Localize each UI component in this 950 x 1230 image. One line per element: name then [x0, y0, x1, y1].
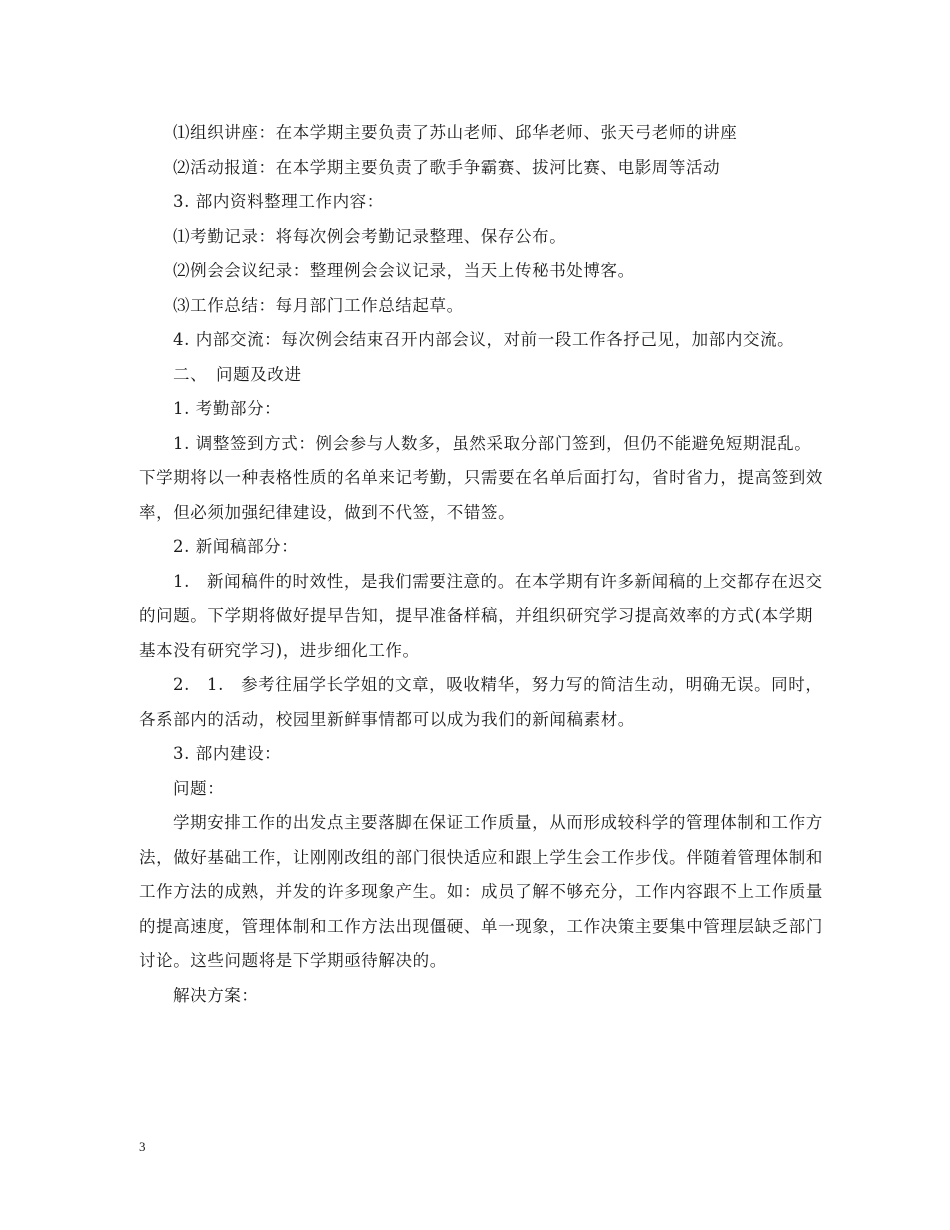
paragraph-news-timeliness: 1. 新闻稿件的时效性，是我们需要注意的。在本学期有许多新闻稿的上交都存在迟交的问题。下学期将做好提早告知，提早准备样稿，并组织研究学习提高效率的方式(本学期基本没有研究学习)，进步细化工作。 — [139, 571, 823, 660]
page-number: 3 — [139, 1139, 146, 1154]
paragraph-solutions-label: 解决方案： — [173, 985, 259, 1005]
paragraph-news-section: 2. 新闻稿部分： — [173, 537, 299, 556]
section-heading-problems-improvements: 二、 问题及改进 — [173, 364, 302, 384]
paragraph-work-summary: ⑶工作总结：每月部门工作总结起草。 — [173, 295, 464, 315]
paragraph-event-reports: ⑵活动报道：在本学期主要负责了歌手争霸赛、拔河比赛、电影周等活动 — [173, 157, 721, 177]
paragraph-problems-description: 学期安排工作的出发点主要落脚在保证工作质量，从而形成较科学的管理体制和工作方法，做好基础工作，让刚刚改组的部门很快适应和跟上学生会工作步伐。伴随着管理体制和工作方法的成熟，并发的许多现象产生。如：成员了解不够充分，工作内容跟不上工作质量的提高速度，管理体制和工作方法出现僵硬、单一现象，工作决策主要集中管理层缺乏部门讨论。这些问题将是下学期亟待解决的。 — [139, 813, 823, 970]
paragraph-department-building: 3. 部内建设： — [173, 744, 282, 763]
paragraph-attendance-section: 1. 考勤部分： — [173, 399, 282, 418]
paragraph-news-reference: 2. 1. 参考往届学长学姐的文章，吸收精华，努力写的简洁生动，明确无误。同时，各系部内的活动，校园里新鲜事情都可以成为我们的新闻稿素材。 — [139, 675, 823, 729]
paragraph-problems-label: 问题： — [173, 778, 225, 798]
paragraph-data-organization-heading: 3. 部内资料整理工作内容： — [173, 192, 384, 211]
paragraph-meeting-minutes: ⑵例会会议纪录：整理例会会议记录，当天上传秘书处博客。 — [173, 261, 635, 280]
paragraph-internal-communication: 4. 内部交流：每次例会结束召开内部会议，对前一段工作各抒己见，加部内交流。 — [173, 330, 795, 349]
document-body — [139, 116, 827, 1013]
paragraph-signin-adjustment: 1. 调整签到方式：例会参与人数多，虽然采取分部门签到，但仍不能避免短期混乱。下学期将以一种表格性质的名单来记考勤，只需要在名单后面打勾，省时省力，提高签到效率，但必须加强纪律建设，做到不代签，不错签。 — [139, 433, 823, 522]
paragraph-lecture-organization: ⑴组织讲座：在本学期主要负责了苏山老师、邱华老师、张天弓老师的讲座 — [173, 123, 738, 142]
paragraph-attendance-records: ⑴考勤记录：将每次例会考勤记录整理、保存公布。 — [173, 226, 567, 246]
